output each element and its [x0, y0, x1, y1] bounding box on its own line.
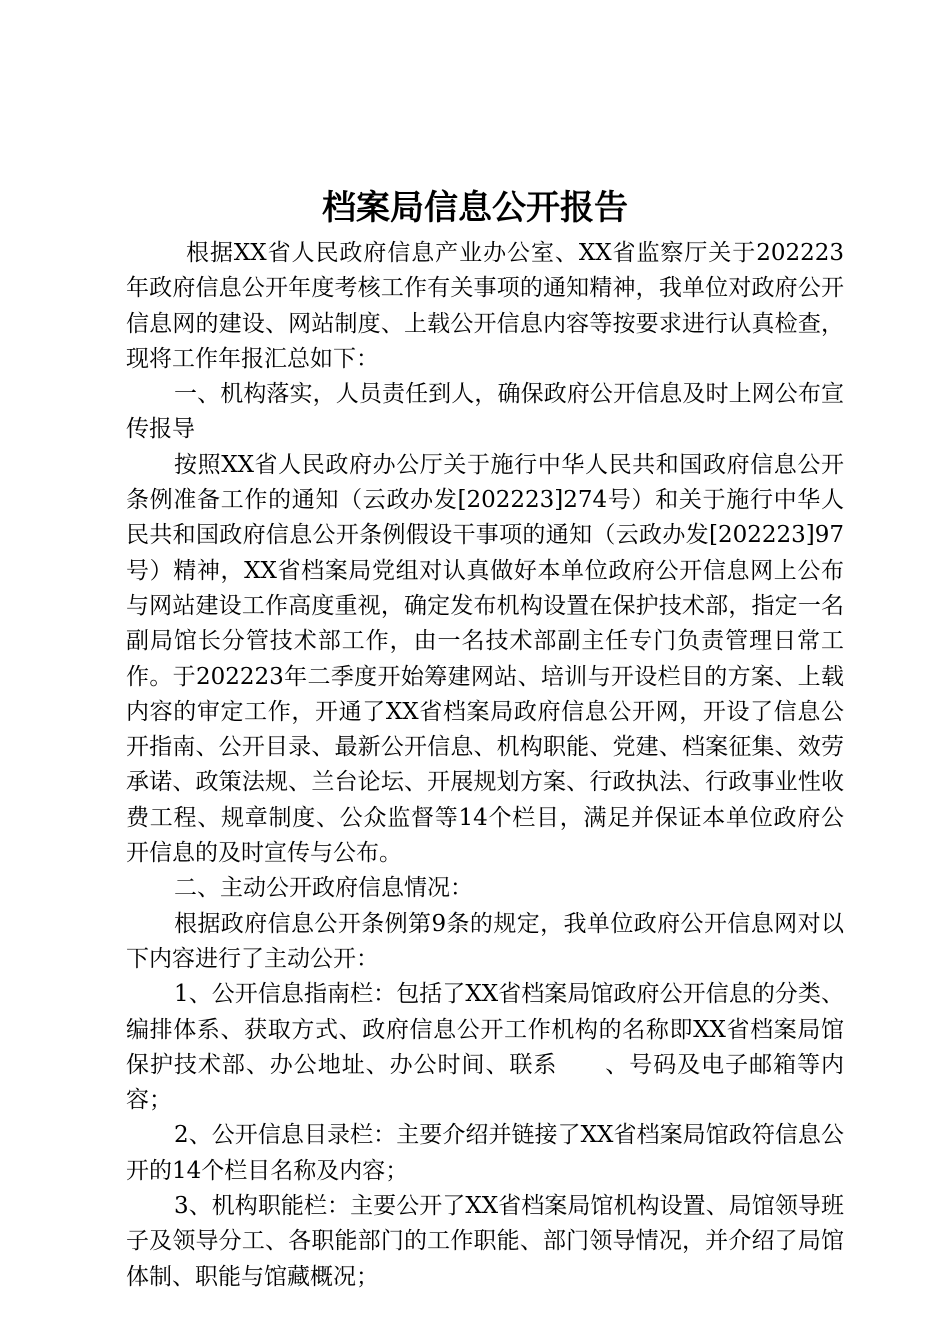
- paragraph-section-1: 按照XX省人民政府办公厅关于施行中华人民共和国政府信息公开条例准备工作的通知（云政办发[202223]274号）和关于施行中华人民共和国政府信息公开条例假设干事项的通知（云政办发[202223]97号）精神，XX省档案局党组对认真做好本单位政府公开信息网上公布与网站建设工作高度重视，确定发布机构设置在保护技术部，指定一名副局馆长分管技术部工作，由一名技术部副主任专门负责管理日常工作。于202223年二季度开始筹建网站、培训与开设栏目的方案、上载内容的审定工作，开通了XX省档案局政府信息公开网，开设了信息公开指南、公开目录、最新公开信息、机构职能、党建、档案征集、效劳承诺、政策法规、兰台论坛、开展规划方案、行政执法、行政事业性收费工程、规章制度、公众监督等14个栏目，满足并保证本单位政府公开信息的及时宣传与公布。: [126, 451, 844, 867]
- document-body: [126, 236, 844, 1295]
- section-heading-1: 一、机构落实，人员责任到人，确保政府公开信息及时上网公布宣传报导: [126, 381, 844, 443]
- section-heading-2: 二、主动公开政府信息情况：: [174, 875, 473, 902]
- list-item-1: 1、公开信息指南栏：包括了XX省档案局馆政府公开信息的分类、编排体系、获取方式、政府信息公开工作机构的名称即XX省档案局馆保护技术部、办公地址、办公时间、联系 、号码及电子邮箱等内容；: [126, 981, 844, 1114]
- list-item-3: 3、机构职能栏：主要公开了XX省档案局馆机构设置、局馆领导班子及领导分工、各职能部门的工作职能、部门领导情况，并介绍了局馆体制、职能与馆藏概况；: [126, 1193, 844, 1290]
- document-title: 档案局信息公开报告: [322, 188, 628, 228]
- paragraph-intro: 根据XX省人民政府信息产业办公室、XX省监察厅关于202223年政府信息公开年度考核工作有关事项的通知精神，我单位对政府公开信息网的建设、网站制度、上载公开信息内容等按要求进行认真检查，现将工作年报汇总如下：: [126, 240, 844, 372]
- paragraph-section-2: 根据政府信息公开条例第9条的规定，我单位政府公开信息网对以下内容进行了主动公开：: [126, 910, 844, 972]
- list-item-2: 2、公开信息目录栏：主要介绍并链接了XX省档案局馆政符信息公开的14个栏目名称及内容；: [126, 1122, 844, 1184]
